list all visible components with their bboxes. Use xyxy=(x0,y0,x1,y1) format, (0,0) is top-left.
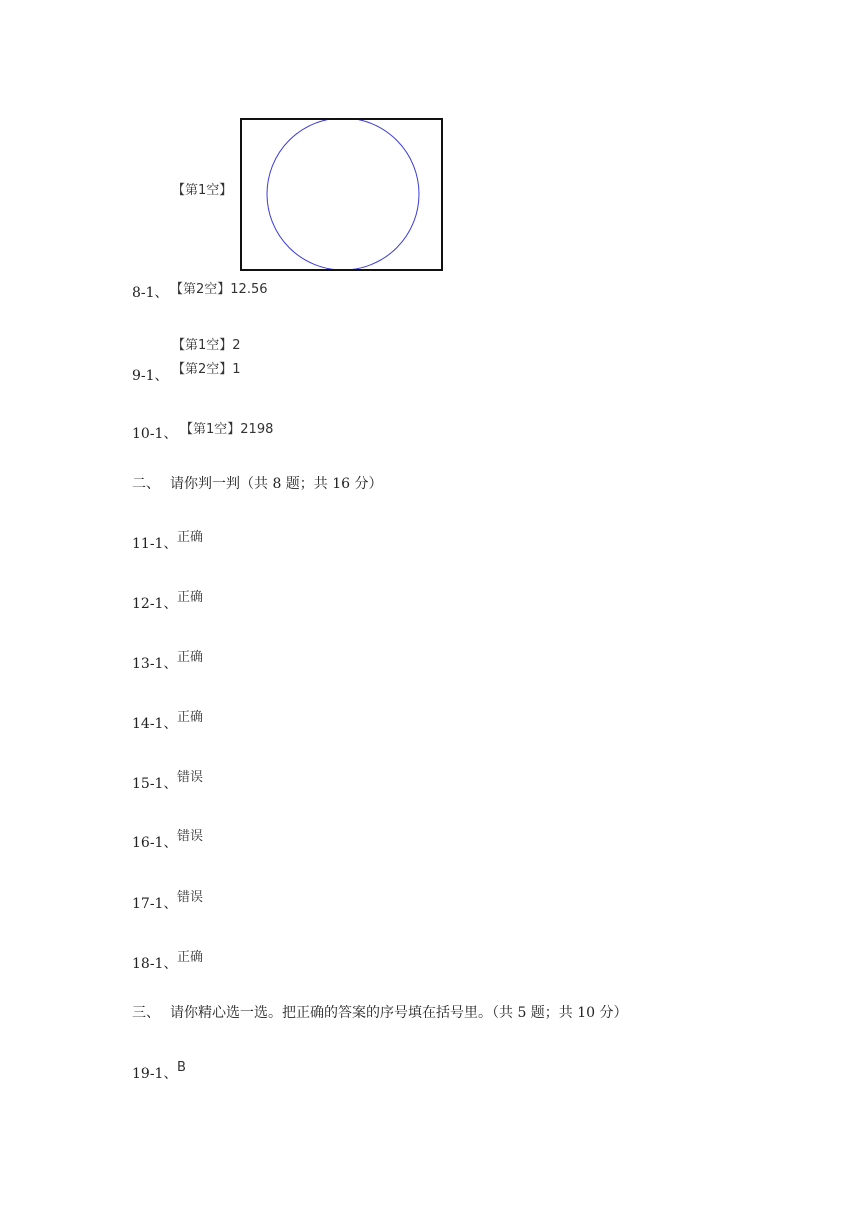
section-3-number: 三、 xyxy=(132,1005,160,1021)
q11-answer: 正确 xyxy=(177,530,204,545)
q9-number: 9-1、 xyxy=(132,368,169,384)
q19-answer: B xyxy=(177,1060,186,1075)
q9-blank1-answer: 【第1空】2 xyxy=(172,338,241,353)
q17-answer: 错误 xyxy=(177,890,204,905)
q14-number: 14-1、 xyxy=(132,716,178,732)
q14-answer: 正确 xyxy=(177,710,204,725)
q10-blank1-answer: 【第1空】2198 xyxy=(180,422,274,437)
q16-answer: 错误 xyxy=(177,829,204,844)
q8-blank2-answer: 【第2空】12.56 xyxy=(170,282,268,297)
circle-figure xyxy=(240,118,443,271)
q18-number: 18-1、 xyxy=(132,956,178,972)
section-3-title: 请你精心选一选。把正确的答案的序号填在括号里。（共 5 题；共 10 分） xyxy=(170,1005,628,1021)
q13-answer: 正确 xyxy=(177,650,204,665)
section-2-title: 请你判一判（共 8 题；共 16 分） xyxy=(170,476,383,492)
q16-number: 16-1、 xyxy=(132,835,178,851)
q8-blank1-label: 【第1空】 xyxy=(172,183,233,198)
section-3-heading xyxy=(132,1005,628,1021)
q10-number: 10-1、 xyxy=(132,426,178,442)
q8-number: 8-1、 xyxy=(132,285,169,301)
q19-number: 19-1、 xyxy=(132,1066,178,1082)
q9-blank2-answer: 【第2空】1 xyxy=(172,362,241,377)
q18-answer: 正确 xyxy=(177,950,204,965)
q15-number: 15-1、 xyxy=(132,776,178,792)
section-2-heading xyxy=(132,476,383,492)
q15-answer: 错误 xyxy=(177,770,204,785)
q12-answer: 正确 xyxy=(177,590,204,605)
q13-number: 13-1、 xyxy=(132,656,178,672)
circle-shape xyxy=(267,120,419,269)
section-2-number: 二、 xyxy=(132,476,160,492)
q17-number: 17-1、 xyxy=(132,896,178,912)
circle-in-rectangle-drawing xyxy=(242,120,441,269)
q11-number: 11-1、 xyxy=(132,536,178,552)
q12-number: 12-1、 xyxy=(132,596,178,612)
